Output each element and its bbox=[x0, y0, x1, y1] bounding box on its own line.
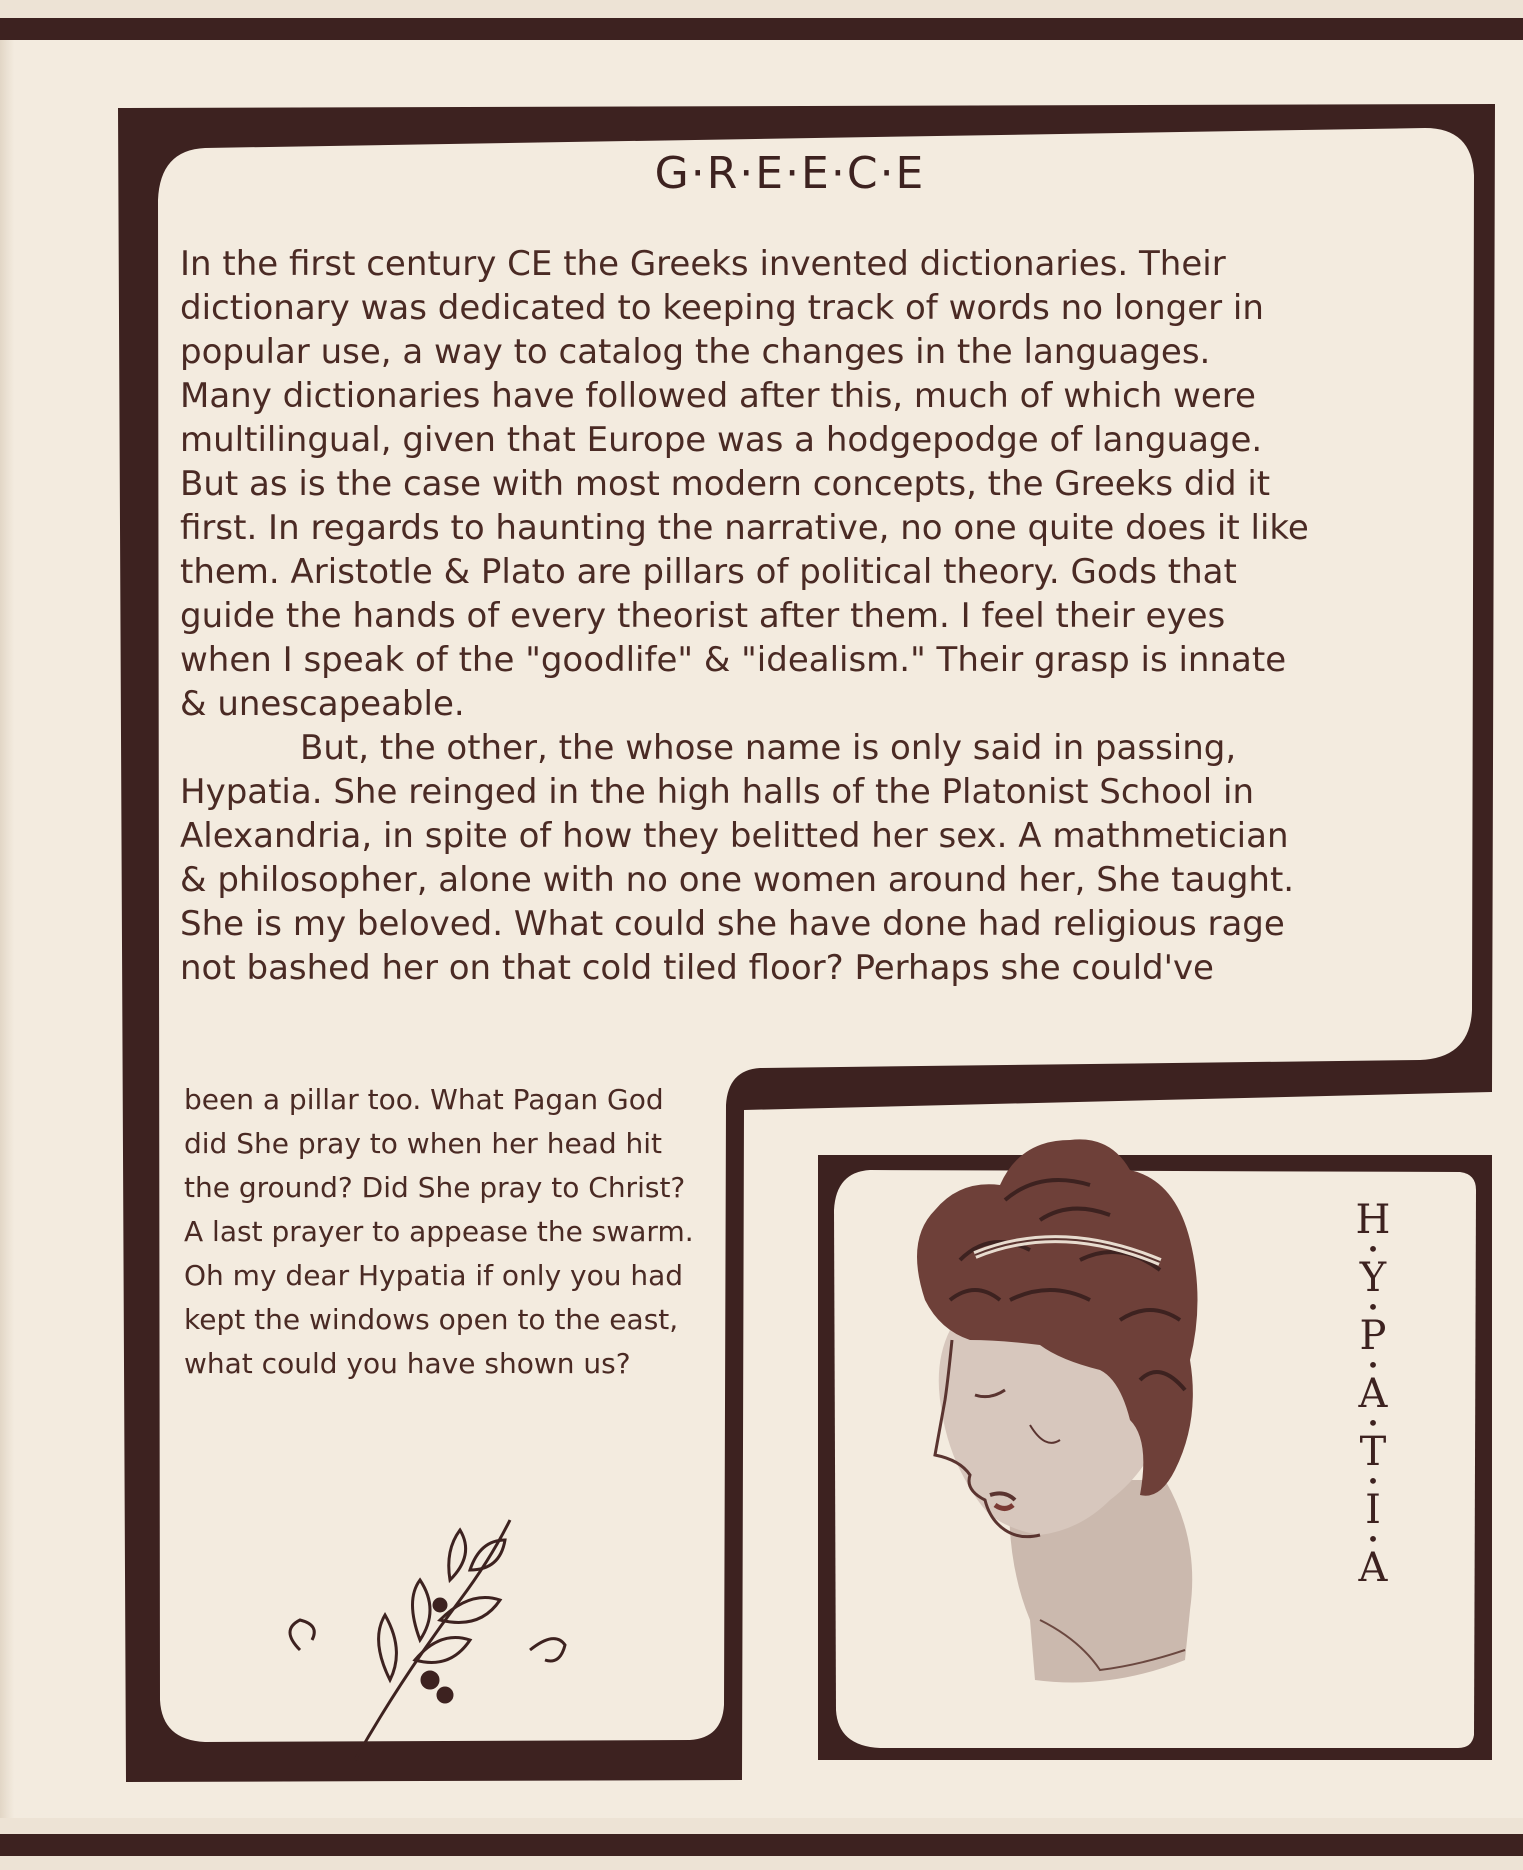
portrait-name-letter: P bbox=[1359, 1313, 1387, 1359]
essay-body bbox=[180, 242, 1310, 990]
bottom-border bbox=[0, 1818, 1523, 1870]
essay-paragraph-1: In the first century CE the Greeks invented dictionaries. Their dictionary was dedicated to keeping track of words no longer in popular use, a way to catalog the changes in the languages. Many dictionaries have followed after this, much of which were multilingual, given that Europe was a hodgepodge of language. But as is the case with most modern concepts, the Greeks did it first. In regards to haunting the narrative, no one quite does it like them. Aristotle & Plato are pillars of political theory. Gods that guide the hands of every theorist after them. I feel their eyes when I speak of the "goodlife" & "idealism." Their grasp is innate & unescapeable. bbox=[180, 244, 1309, 724]
bottom-border-stripe bbox=[0, 1834, 1523, 1856]
portrait-name-vertical bbox=[1348, 1197, 1398, 1591]
portrait-name-letter: T bbox=[1359, 1429, 1387, 1475]
letter-separator-dot: • bbox=[1367, 1237, 1379, 1261]
portrait-name-letter: Y bbox=[1359, 1255, 1387, 1301]
essay-paragraph-2: But, the other, the whose name is only said in passing, Hypatia. She reinged in the high halls of the Platonist School in Alexandria, in spite of how they belitted her sex. A mathmetician & philosopher, alone with no one women around her, She taught. She is my beloved. What could she have done had religious rage not bashed her on that cold tiled floor? Perhaps she could've bbox=[180, 728, 1295, 988]
letter-separator-dot: • bbox=[1367, 1469, 1379, 1493]
letter-separator-dot: • bbox=[1367, 1411, 1379, 1435]
portrait-name-letter: A bbox=[1358, 1545, 1388, 1591]
portrait-name-letter: A bbox=[1358, 1371, 1388, 1417]
letter-separator-dot: • bbox=[1367, 1295, 1379, 1319]
page-title: G·R·E·E·C·E bbox=[654, 148, 926, 199]
portrait-name-letter: I bbox=[1365, 1487, 1381, 1533]
essay-continuation: been a pillar too. What Pagan God did She pray to when her head hit the ground? Did She pray to Christ? A last prayer to appease the swarm. Oh my dear Hypatia if only you had kept the windows open to the east, what could you have shown us? bbox=[184, 1083, 694, 1380]
letter-separator-dot: • bbox=[1367, 1353, 1379, 1377]
letter-separator-dot: • bbox=[1367, 1527, 1379, 1551]
portrait-name-letter: H bbox=[1355, 1197, 1391, 1243]
